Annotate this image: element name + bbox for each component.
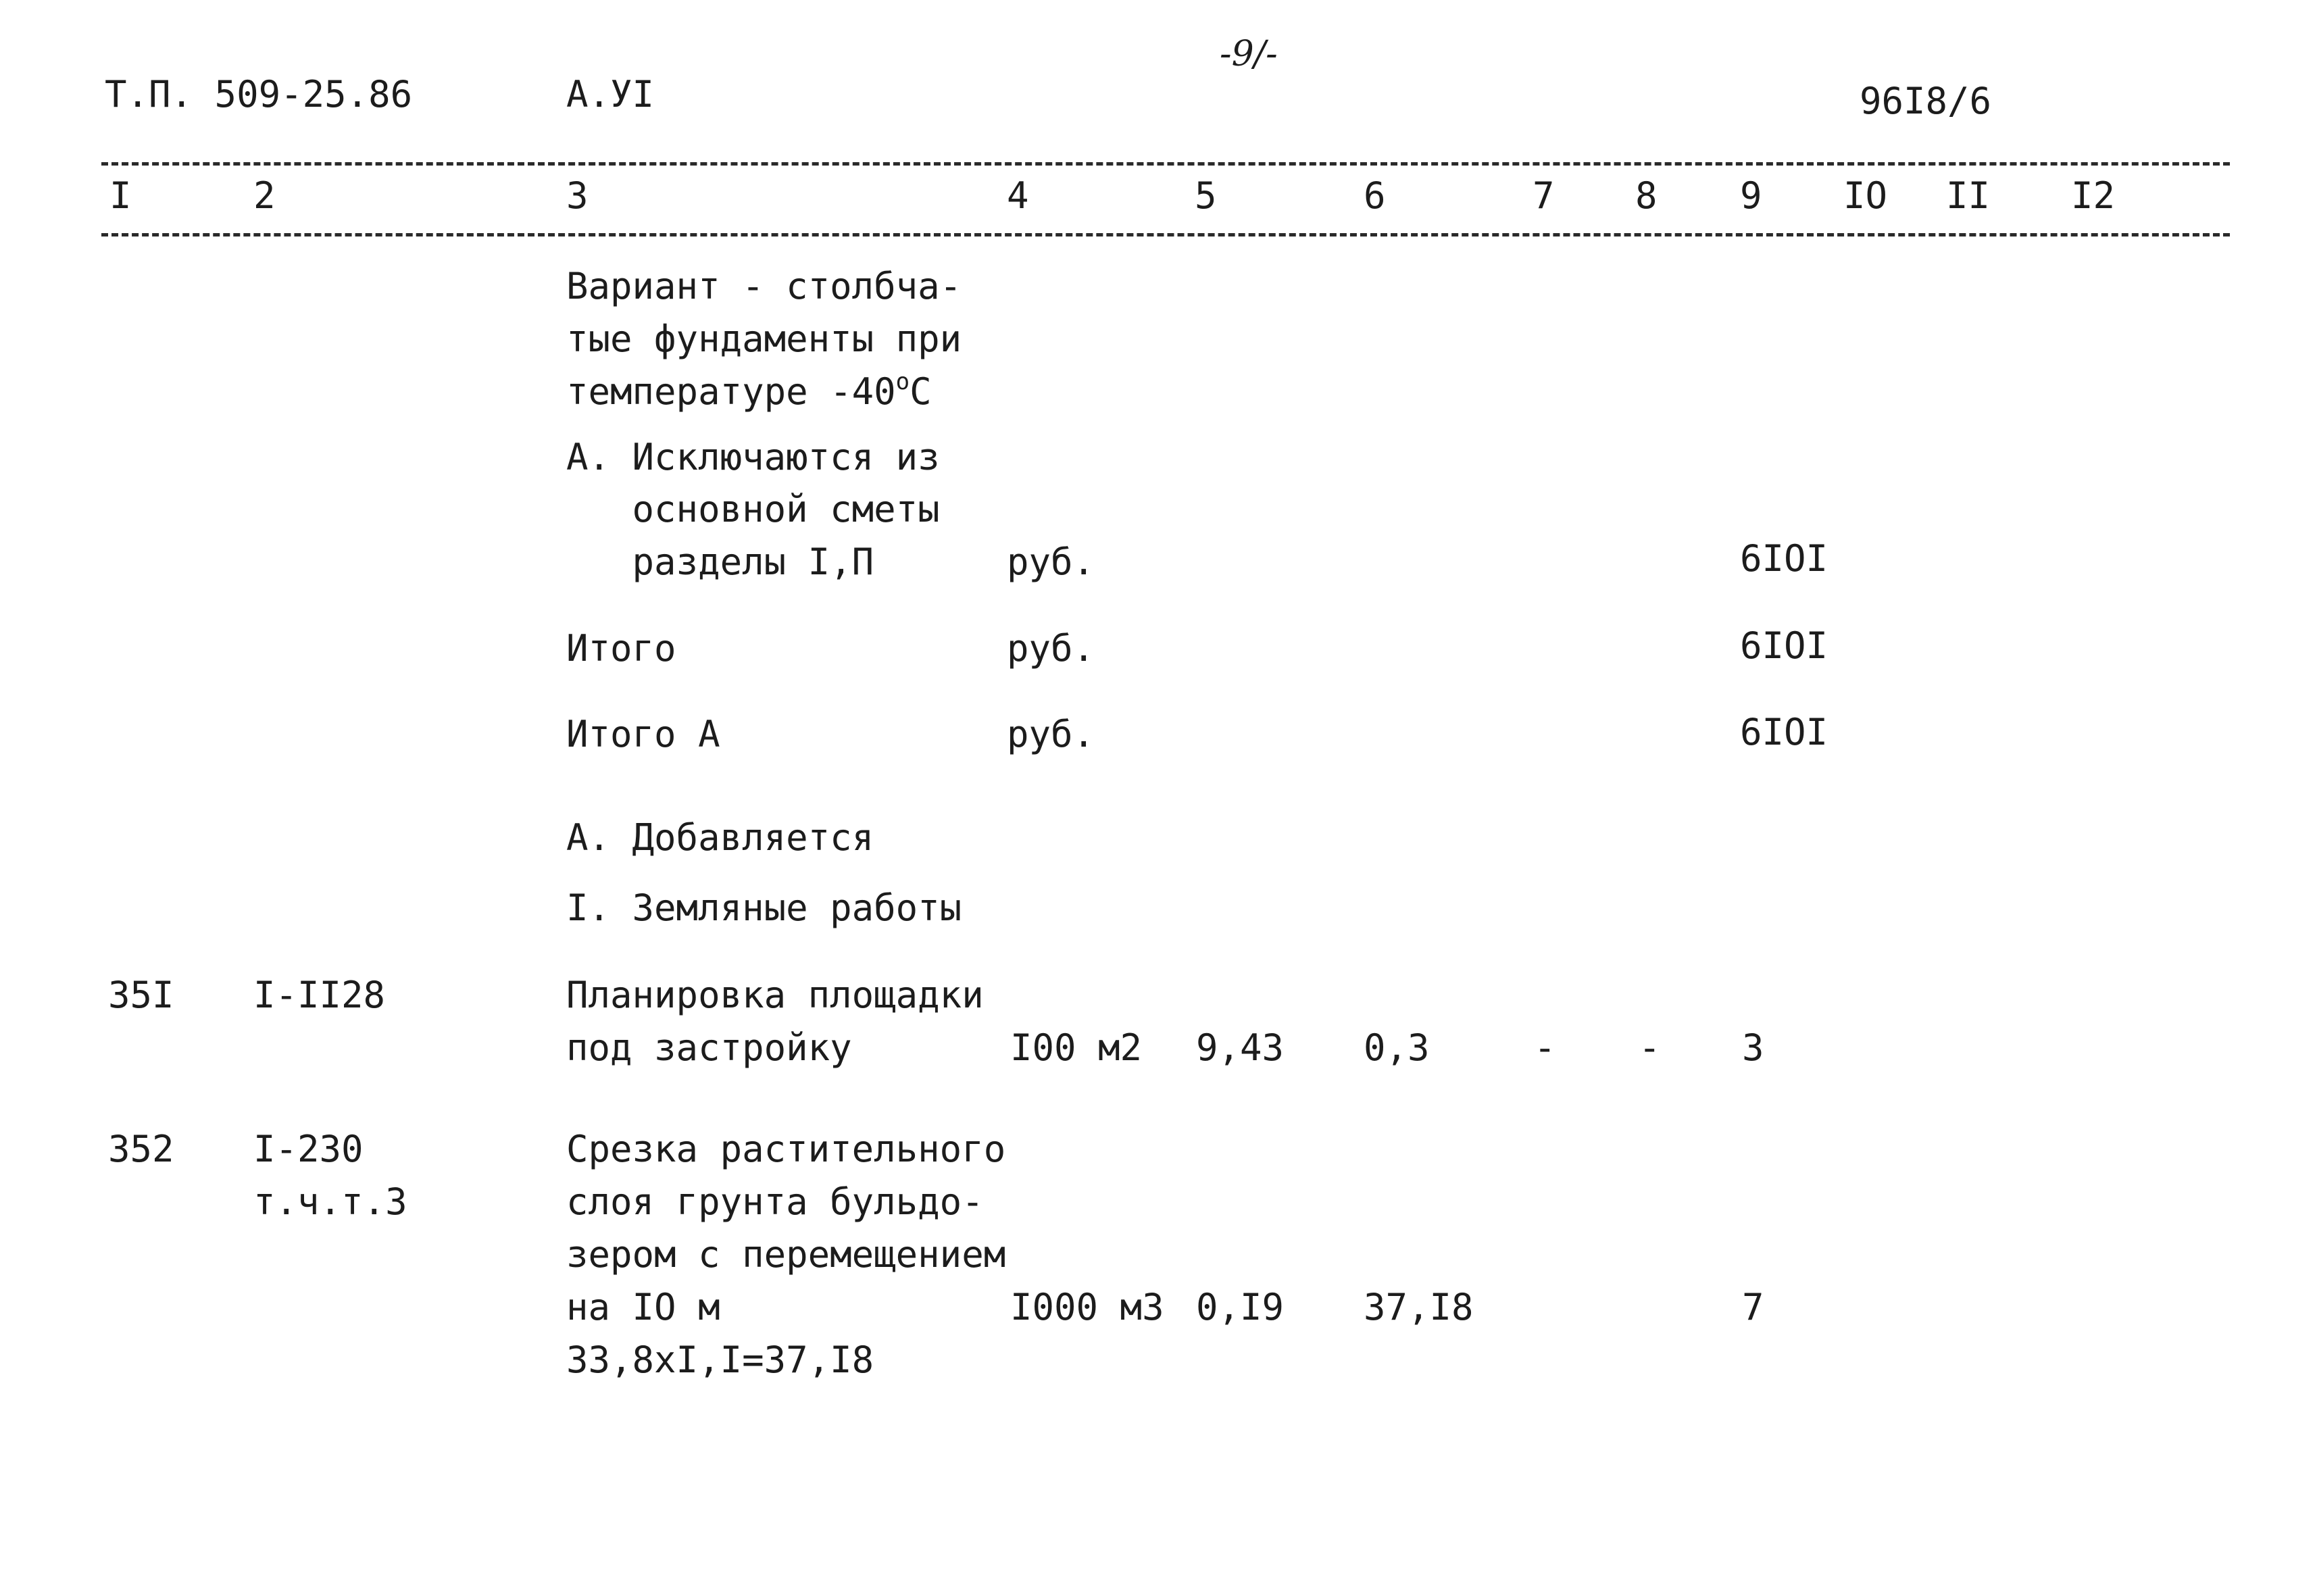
column-number-6: 6 bbox=[1364, 174, 1386, 217]
column-number-3: 3 bbox=[566, 174, 589, 217]
norm-code: I-II28 bbox=[253, 974, 386, 1016]
page-number: -9/- bbox=[1220, 34, 1278, 74]
total-cost: 7 bbox=[1742, 1286, 1764, 1328]
column-number-2: 2 bbox=[253, 174, 276, 217]
header-rule-top bbox=[101, 162, 2230, 166]
variant-temperature: температуре -40 bbox=[566, 370, 896, 413]
column-number-9: 9 bbox=[1740, 174, 1762, 217]
excluded-unit: руб. bbox=[1007, 541, 1095, 583]
unit-cost: 0,3 bbox=[1364, 1026, 1430, 1069]
work-description-line: слоя грунта бульдо- bbox=[566, 1180, 984, 1223]
total-a-unit: руб. bbox=[1007, 713, 1095, 755]
column-number-5: 5 bbox=[1195, 174, 1217, 217]
album-code: А.УI bbox=[566, 73, 655, 116]
unit-of-measure: I000 м3 bbox=[1010, 1286, 1164, 1328]
total-a-label: Итого А bbox=[566, 713, 720, 755]
degree-sign: o bbox=[895, 368, 910, 395]
row-number: 35I bbox=[108, 974, 174, 1016]
total-a-cost: 6IOI bbox=[1740, 711, 1828, 753]
sheet-code: 96I8/6 bbox=[1860, 80, 1992, 122]
variant-line-2: тые фундаменты при bbox=[566, 318, 962, 360]
work-description-line: 33,8xI,I=37,I8 bbox=[566, 1339, 874, 1381]
col-7-value: - bbox=[1534, 1026, 1556, 1069]
project-code: Т.П. 509-25.86 bbox=[105, 73, 413, 116]
quantity: 9,43 bbox=[1196, 1026, 1285, 1069]
header-rule-bottom bbox=[101, 233, 2230, 236]
unit-of-measure: I00 м2 bbox=[1010, 1026, 1143, 1069]
variant-line-1: Вариант - столбча- bbox=[566, 265, 962, 307]
column-number-8: 8 bbox=[1635, 174, 1658, 217]
column-number-4: 4 bbox=[1007, 174, 1029, 217]
total-label: Итого bbox=[566, 627, 676, 670]
excluded-cost: 6IOI bbox=[1740, 537, 1828, 580]
excluded-line-3: разделы I,П bbox=[566, 541, 874, 583]
unit-cost: 37,I8 bbox=[1364, 1286, 1474, 1328]
norm-code: I-230 bbox=[253, 1128, 364, 1170]
norm-code-note: т.ч.т.3 bbox=[253, 1180, 407, 1223]
added-heading: А. Добавляется bbox=[566, 816, 874, 859]
work-description-line: зером с перемещением bbox=[566, 1233, 1006, 1276]
total-unit: руб. bbox=[1007, 627, 1095, 670]
row-number: 352 bbox=[108, 1128, 174, 1170]
temperature-unit: C bbox=[910, 370, 932, 413]
column-number-7: 7 bbox=[1533, 174, 1555, 217]
work-description-line: под застройку bbox=[566, 1026, 852, 1069]
col-8-value: - bbox=[1639, 1026, 1661, 1069]
work-description-line: Срезка растительного bbox=[566, 1128, 1006, 1170]
work-description-line: Планировка площадки bbox=[566, 974, 984, 1016]
section-earthworks-heading: I. Земляные работы bbox=[566, 887, 962, 929]
variant-line-3 bbox=[566, 370, 932, 414]
total-cost: 6IOI bbox=[1740, 624, 1828, 667]
column-number-11: II bbox=[1946, 174, 1991, 217]
column-number-1: I bbox=[109, 174, 132, 217]
column-number-12: I2 bbox=[2071, 174, 2116, 217]
quantity: 0,I9 bbox=[1196, 1286, 1285, 1328]
excluded-line-1: А. Исключаются из bbox=[566, 436, 940, 478]
excluded-line-2: основной сметы bbox=[566, 488, 940, 530]
total-cost: 3 bbox=[1742, 1026, 1764, 1069]
column-number-10: IO bbox=[1843, 174, 1888, 217]
work-description-line: на IO м bbox=[566, 1286, 720, 1328]
